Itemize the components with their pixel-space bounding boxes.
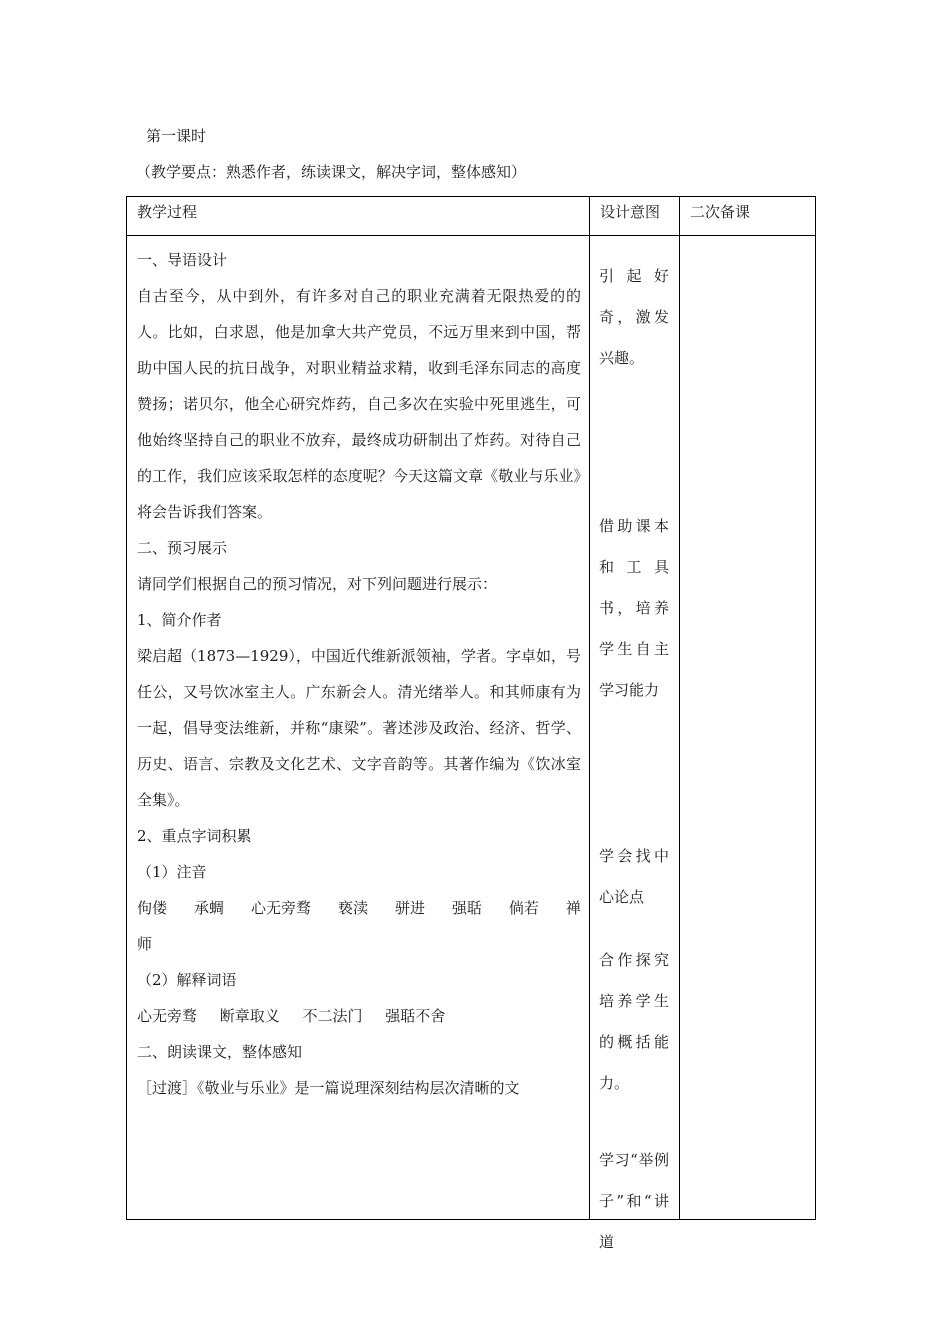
intent-note: 合作探究培养学生的概括能力。	[599, 951, 669, 1092]
word-item: 强聒	[451, 899, 482, 917]
teaching-process-cell	[127, 236, 589, 1219]
word-item: 亵渎	[337, 899, 368, 917]
section-1-title: 一、导语设计	[137, 251, 228, 269]
table-header-row	[127, 197, 816, 236]
intent-note: 学会找中心论点	[599, 847, 669, 906]
header-intent: 设计意图	[600, 203, 661, 221]
table-body-row	[127, 236, 816, 1220]
word-item: 倘若	[508, 899, 539, 917]
pronunciation-word-tail: 师	[137, 935, 153, 953]
header-notes: 二次备课	[690, 203, 751, 221]
word-item: 承蜩	[193, 899, 224, 917]
pronunciation-word-list	[137, 890, 581, 926]
section-2-title: 二、预习展示	[137, 539, 228, 557]
vocab-title: 2、重点字词积累	[137, 827, 252, 845]
intent-note: 引起好奇，激发兴趣。	[599, 267, 669, 367]
word-item: 骈进	[394, 899, 425, 917]
section-1-body: 自古至今，从中到外，有许多对自己的职业充满着无限热爱的的人。比如，白求恩，他是加拿大共产党员，不远万里来到中国，帮助中国人民的抗日战争，对职业精益求精，收到毛泽东同志的高度赞扬；诺贝尔，他全心研究炸药，自己多次在实验中死里逃生，可他始终坚持自己的职业不放弃，最终成功研制出了炸药。对待自己的工作，我们应该采取怎样的态度呢？今天这篇文章《敬业与乐业》将会告诉我们答案。	[137, 287, 581, 521]
intent-note: 借助课本和工具书，培养学生自主学习能力	[599, 517, 669, 699]
section-2-intro: 请同学们根据自己的预习情况，对下列问题进行展示：	[137, 575, 498, 593]
author-intro-body: 梁启超（1873—1929），中国近代维新派领袖，学者。字卓如，号任公，又号饮冰室主人。广东新会人。清光绪举人。和其师康有为一起，倡导变法维新，并称“康梁”。著述涉及政治、经济、哲学、历史、语言、宗教及文化艺术、文字音韵等。其著作编为《饮冰室全集》。	[137, 647, 581, 809]
pronunciation-title: （1）注音	[137, 863, 207, 881]
word-item: 心无旁骛	[250, 899, 311, 917]
word-item: 佝偻	[137, 899, 168, 917]
header-process: 教学过程	[137, 203, 198, 221]
intent-note: 学习“举例子”和“讲道	[599, 1151, 669, 1251]
section-3-title: 二、朗读课文，整体感知	[137, 1043, 303, 1061]
lesson-plan-table	[126, 196, 816, 1251]
lesson-key-points: （教学要点：熟悉作者，练读课文，解决字词，整体感知）	[136, 163, 527, 181]
design-intent-cell	[590, 236, 679, 1251]
definition-term-list: 心无旁骛 断章取义 不二法门 强聒不舍	[137, 1007, 446, 1025]
word-item: 禅	[565, 899, 581, 917]
definition-title: （2）解释词语	[137, 971, 237, 989]
author-intro-title: 1、简介作者	[137, 611, 222, 629]
section-3-body: ［过渡］《敬业与乐业》是一篇说理深刻结构层次清晰的文	[137, 1079, 520, 1097]
lesson-heading: 第一课时	[146, 127, 207, 145]
